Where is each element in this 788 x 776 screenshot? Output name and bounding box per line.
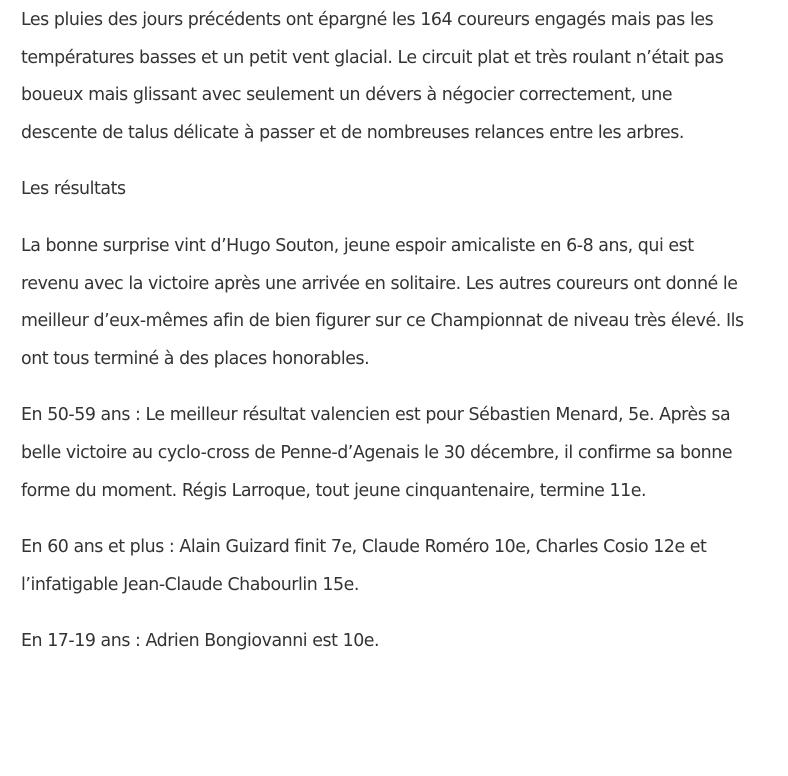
article-body (21, 2, 751, 680)
paragraph-50-59: En 50-59 ans : Le meilleur résultat valencien est pour Sébastien Menard, 5e. Après sa belle victoire au cyclo-cross de Penne-d’Agenais le 30 décembre, il confirme sa bonne forme du moment. Régis Larroque, tout jeune cinquantenaire, termine 11e. (21, 405, 733, 501)
paragraph-60-plus: En 60 ans et plus : Alain Guizard finit 7e, Claude Roméro 10e, Charles Cosio 12e et l’infatigable Jean-Claude Chabourlin 15e. (21, 537, 707, 595)
paragraph-hugo-souton: La bonne surprise vint d’Hugo Souton, jeune espoir amicaliste en 6-8 ans, qui est revenu avec la victoire après une arrivée en solitaire. Les autres coureurs ont donné le meilleur d’eux-mêmes afin de bien figurer sur ce Championnat de niveau très élevé. Ils ont tous terminé à des places honorables. (21, 235, 744, 369)
paragraph-17-19: En 17-19 ans : Adrien Bongiovanni est 10e. (21, 631, 380, 652)
paragraph-race-conditions: Les pluies des jours précédents ont épargné les 164 coureurs engagés mais pas les températures basses et un petit vent glacial. Le circuit plat et très roulant n’était pas boueux mais glissant avec seulement un dévers à négocier correctement, une descente de talus délicate à passer et de nombreuses relances entre les arbres. (21, 10, 724, 143)
paragraph-results-heading: Les résultats (21, 179, 126, 200)
